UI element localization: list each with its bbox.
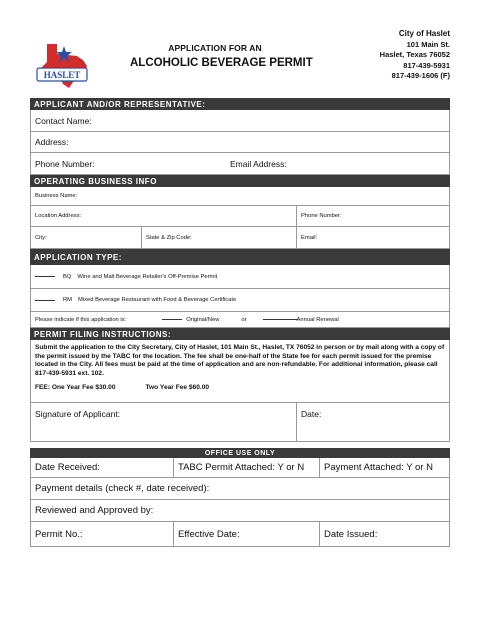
option-rm[interactable] [31, 289, 449, 311]
instructions-text: Submit the application to the City Secretary, City of Haslet, 101 Main St., Haslet, TX 76052 in person or by mail along with a copy of the permit issued by the TABC for the location. The fee shall be one-half of the State fee for each permit issued for the premise located in the City. All fees must be paid at the time of application and are non-refundable. For additional information, please call 817-439-5931 ext. 102. [35, 344, 445, 377]
address-city: City of Haslet [398, 29, 450, 38]
office-row-3 [30, 500, 450, 522]
rm-description: Mixed Beverage Restaurant with Food & Beverage Certificate [78, 297, 237, 303]
email-field[interactable]: Email Address: [230, 158, 287, 169]
address-street: 101 Main St. [406, 39, 450, 49]
instructions-header: PERMIT FILING INSTRUCTIONS: [30, 328, 450, 340]
applicant-section-header: APPLICANT AND/OR REPRESENTATIVE: [30, 98, 450, 110]
original-new-blank[interactable] [162, 319, 182, 320]
address-field[interactable]: Address: [35, 137, 69, 147]
option-bq[interactable] [31, 265, 449, 288]
state-zip-field[interactable]: State & Zip Code: [142, 227, 297, 248]
business-email-field[interactable]: Email: [301, 234, 318, 241]
indicate-label: Please indicate if this application is: [35, 316, 127, 323]
permit-no-field[interactable]: Permit No.: [31, 522, 174, 546]
signature-row [30, 403, 450, 442]
fee-one-year: FEE: One Year Fee $30.00 [35, 384, 116, 392]
title-main: ALCOHOLIC BEVERAGE PERMIT [130, 57, 313, 69]
annual-renewal-label: Annual Renewal [296, 316, 339, 323]
city-address [380, 29, 450, 82]
fee-two-year: Two Year Fee $60.00 [145, 384, 210, 392]
annual-renewal-blank[interactable] [263, 319, 297, 320]
phone-email-row [30, 153, 450, 175]
form-title [130, 43, 313, 69]
rm-check-blank[interactable] [35, 300, 55, 301]
address-city-state: Haslet, Texas 76052 [379, 50, 450, 59]
rm-code: RM [63, 297, 73, 303]
office-use-header: OFFICE USE ONLY [30, 448, 450, 458]
option-rm-row [30, 289, 450, 312]
reviewed-field[interactable]: Reviewed and Approved by: [35, 505, 154, 516]
title-sub: APPLICATION FOR AN [168, 43, 262, 53]
or-label: or [241, 316, 247, 323]
business-phone-field[interactable]: Phone Number: [301, 213, 342, 219]
permit-form [30, 20, 450, 547]
tabc-permit-field[interactable]: TABC Permit Attached: Y or N [174, 458, 320, 477]
address-phone: 817-439-5931 [403, 60, 450, 70]
address-row [30, 132, 450, 153]
contact-name-field[interactable]: Contact Name: [35, 115, 92, 126]
bq-code: BQ [63, 273, 72, 280]
original-new-label: Original/New [186, 316, 220, 323]
office-row-4 [30, 522, 450, 547]
city-field[interactable]: City: [31, 227, 142, 248]
effective-date-field[interactable]: Effective Date: [174, 522, 320, 546]
instructions-box [30, 340, 450, 403]
application-type-header: APPLICATION TYPE: [30, 249, 450, 265]
location-address-field[interactable]: Location Address: [31, 206, 297, 226]
business-name-field[interactable]: Business Name: [35, 193, 78, 199]
date-issued-field[interactable]: Date Issued: [324, 528, 378, 540]
contact-name-row [30, 110, 450, 132]
haslet-logo [33, 40, 103, 92]
indicate-field [31, 312, 449, 327]
business-section-header: OPERATING BUSINESS INFO [30, 175, 450, 187]
date-received-field[interactable]: Date Received: [31, 458, 174, 477]
office-row-1 [30, 458, 450, 478]
signature-field[interactable]: Signature of Applicant: [31, 403, 297, 441]
indicate-row [30, 312, 450, 328]
payment-details-field[interactable]: Payment details (check #, date received): [35, 483, 210, 494]
location-row [30, 206, 450, 227]
option-bq-row [30, 265, 450, 289]
office-row-2 [30, 478, 450, 500]
bq-check-blank[interactable] [35, 276, 55, 277]
phone-field[interactable]: Phone Number: [35, 158, 95, 169]
form-header [30, 20, 450, 98]
payment-attached-field[interactable]: Payment Attached: Y or N [324, 462, 433, 473]
business-name-row [30, 187, 450, 206]
logo-text: HASLET [43, 70, 81, 80]
bq-description: Wine and Malt Beverage Retailer's Off-Premise Permit [77, 273, 218, 280]
signature-date-field[interactable]: Date: [301, 409, 322, 419]
address-fax: 817-439-1606 (F) [391, 71, 450, 80]
city-row [30, 227, 450, 249]
fee-line [31, 378, 449, 391]
